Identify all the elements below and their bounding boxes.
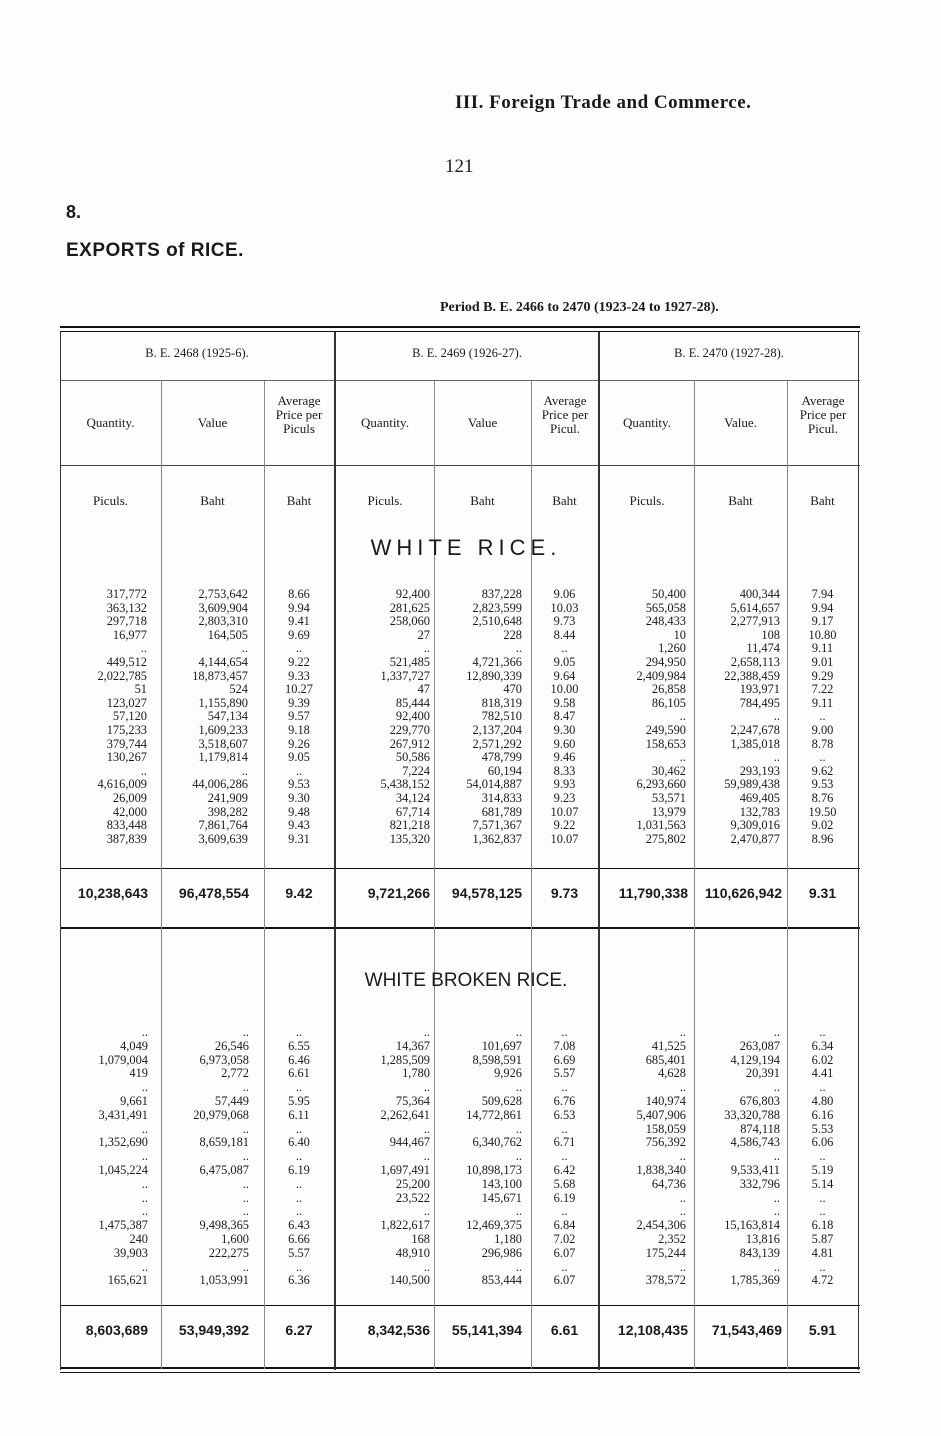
broken-rice-total-quantity-2469: 8,342,536 <box>367 1322 430 1338</box>
header-quantity: Quantity. <box>361 415 409 430</box>
unit-quantity: Piculs. <box>629 493 665 508</box>
broken-rice-price-2468: .. 6.55 6.46 6.61 .. 5.95 6.11 .. 6.40 .. 6.19 .. .. .. 6.43 6.66 5.57 .. 6.36 <box>288 1025 310 1288</box>
white-rice-total-value-2468: 96,478,554 <box>178 885 249 901</box>
white-rice-quantity-2468: 317,772 363,132 297,718 16,977 .. 449,512 2,022,785 51 123,027 57,120 175,233 379,744 130,267 .. 4,616,009 26,009 42,000 833,448 387,839 <box>97 587 147 846</box>
unit-value: Baht <box>728 493 753 508</box>
broken-rice-quantity-2469: .. 14,367 1,285,509 1,780 .. 75,364 2,262,641 .. 944,467 .. 1,697,491 25,200 23,522 .. 1,822,617 168 48,910 .. 140,500 <box>380 1025 430 1288</box>
broken-rice-total-price-2469: 6.61 <box>550 1322 579 1338</box>
section-number: 8. <box>66 202 82 222</box>
document-title: EXPORTS of RICE. <box>66 240 244 261</box>
group-header-rule <box>60 380 860 381</box>
white-rice-quantity-2469: 92,400 281,625 258,060 27 .. 521,485 1,337,727 47 85,444 92,400 229,770 267,912 50,586 7,224 5,438,152 34,124 67,714 821,218 135,320 <box>380 587 430 846</box>
white-total-bottom-rule <box>60 927 860 929</box>
white-rice-value-2470: 400,344 5,614,657 2,277,913 108 11,474 2,658,113 22,388,459 193,971 784,495 .. 2,247,678 1,385,018 .. 293,193 59,989,438 469,405 132,783 9,309,016 2,470,877 <box>724 587 780 846</box>
header-average-price: Average Price per Picul. <box>541 393 589 436</box>
broken-rice-total-price-2470: 5.91 <box>808 1322 837 1338</box>
group-label-2470: B. E. 2470 (1927-28). <box>674 346 784 360</box>
unit-price: Baht <box>810 493 835 508</box>
header-value: Value. <box>724 415 757 430</box>
unit-quantity: Piculs. <box>92 493 129 508</box>
white-rice-price-2470: 7.94 9.94 9.17 10.80 9.11 9.01 9.29 7.22 9.11 .. 9.00 8.78 .. 9.62 9.53 8.76 19.50 9.02 8.96 <box>808 587 837 846</box>
white-rice-total-price-2469: 9.73 <box>550 885 579 901</box>
white-rice-total-value-2469: 94,578,125 <box>451 885 522 901</box>
bottom-rule <box>60 1367 860 1369</box>
white-rice-value-2469: 837,228 2,823,599 2,510,648 228 .. 4,721,366 12,890,339 470 818,319 782,510 2,137,204 2,571,292 478,799 60,194 54,014,887 314,833 681,789 7,571,367 1,362,837 <box>466 587 522 846</box>
broken-rice-value-2470: .. 263,087 4,129,194 20,391 .. 676,803 33,320,788 874,118 4,586,743 .. 9,533,411 332,796 .. .. 15,163,814 13,816 843,139 .. 1,785,369 <box>724 1025 780 1288</box>
unit-value: Baht <box>200 493 225 508</box>
broken-rice-total-price-2468: 6.27 <box>285 1322 313 1338</box>
white-rice-total-quantity-2470: 11,790,338 <box>618 885 688 901</box>
white-rice-price-2468: 8.66 9.94 9.41 9.69 .. 9.22 9.33 10.27 9.39 9.57 9.18 9.26 9.05 .. 9.53 9.30 9.48 9.43 9.31 <box>285 587 313 846</box>
broken-rice-total-value-2470: 71,543,469 <box>711 1322 782 1338</box>
unit-price: Baht <box>286 493 312 508</box>
section-title-white-broken-rice: WHITE BROKEN RICE. <box>364 970 568 991</box>
header-quantity: Quantity. <box>86 415 135 430</box>
white-rice-value-2468: 2,753,642 3,609,904 2,803,310 164,505 .. 4,144,654 18,873,457 524 1,155,890 547,134 1,609,233 3,518,607 1,179,814 .. 44,006,286 241,909 398,282 7,861,764 3,609,639 <box>192 587 248 846</box>
top-rule-thin <box>60 331 860 332</box>
section-title-white-rice: WHITE RICE. <box>370 535 562 560</box>
header-value: Value <box>197 415 228 430</box>
unit-price: Baht <box>552 493 577 508</box>
broken-rice-price-2469: .. 7.08 6.69 5.57 .. 6.76 6.53 .. 6.71 .. 6.42 5.68 6.19 .. 6.84 7.02 6.07 .. 6.07 <box>553 1025 576 1288</box>
chapter-title: III. Foreign Trade and Commerce. <box>455 92 752 113</box>
broken-rice-value-2469: .. 101,697 8,598,591 9,926 .. 509,628 14,772,861 .. 6,340,762 .. 10,898,173 143,100 145,671 .. 12,469,375 1,180 296,986 .. 853,444 <box>466 1025 522 1288</box>
broken-rice-total-value-2469: 55,141,394 <box>451 1322 522 1338</box>
broken-rice-value-2468: .. 26,546 6,973,058 2,772 .. 57,449 20,979,068 .. 8,659,181 .. 6,475,087 .. .. .. 9,498,365 1,600 222,275 .. 1,053,991 <box>193 1025 249 1288</box>
group-label-2469: B. E. 2469 (1926-27). <box>412 346 522 360</box>
header-quantity: Quantity. <box>623 415 671 430</box>
bottom-rule-thin <box>60 1372 860 1373</box>
broken-rice-price-2470: .. 6.34 6.02 4.41 .. 4.80 6.16 5.53 6.06 .. 5.19 5.14 .. .. 6.18 5.87 4.81 .. 4.72 <box>811 1025 834 1288</box>
white-rice-total-quantity-2469: 9,721,266 <box>367 885 430 901</box>
white-rice-price-2469: 9.06 10.03 9.73 8.44 .. 9.05 9.64 10.00 9.58 8.47 9.30 9.60 9.46 8.33 9.93 9.23 10.07 9.22 10.07 <box>550 587 579 846</box>
group-label-2468: B. E. 2468 (1925-6). <box>145 346 249 360</box>
white-rice-total-quantity-2468: 10,238,643 <box>77 885 148 901</box>
header-average-price: Average Price per Picul. <box>799 393 847 436</box>
period-caption: Period B. E. 2466 to 2470 (1923-24 to 1927-28). <box>440 300 719 315</box>
white-rice-quantity-2470: 50,400 565,058 248,433 10 1,260 294,950 2,409,984 26,858 86,105 .. 249,590 158,653 .. 30,462 6,293,660 53,571 13,979 1,031,563 275,802 <box>636 587 686 846</box>
header-value: Value <box>467 415 498 430</box>
white-rice-total-value-2470: 110,626,942 <box>704 885 782 901</box>
broken-rice-total-quantity-2470: 12,108,435 <box>617 1322 688 1338</box>
white-rice-total-price-2468: 9.42 <box>285 885 313 901</box>
column-header-rule <box>60 465 860 466</box>
unit-quantity: Piculs. <box>367 493 403 508</box>
white-rice-total-price-2470: 9.31 <box>808 885 837 901</box>
broken-total-top-rule <box>60 1305 860 1306</box>
white-total-top-rule <box>60 868 860 869</box>
broken-rice-total-quantity-2468: 8,603,689 <box>85 1322 148 1338</box>
broken-rice-total-value-2468: 53,949,392 <box>178 1322 249 1338</box>
broken-rice-quantity-2470: .. 41,525 685,401 4,628 .. 140,974 5,407,906 158,059 756,392 .. 1,838,340 64,736 .. .. 2,454,306 2,352 175,244 .. 378,572 <box>636 1025 686 1288</box>
header-average-price: Average Price per Piculs <box>275 393 323 436</box>
top-rule <box>60 326 860 328</box>
col-divider <box>858 332 859 1370</box>
broken-rice-quantity-2468: .. 4,049 1,079,004 419 .. 9,661 3,431,491 .. 1,352,690 .. 1,045,224 .. .. .. 1,475,387 240 39,903 .. 165,621 <box>98 1025 148 1288</box>
page-number: 121 <box>445 156 474 177</box>
unit-value: Baht <box>470 493 495 508</box>
